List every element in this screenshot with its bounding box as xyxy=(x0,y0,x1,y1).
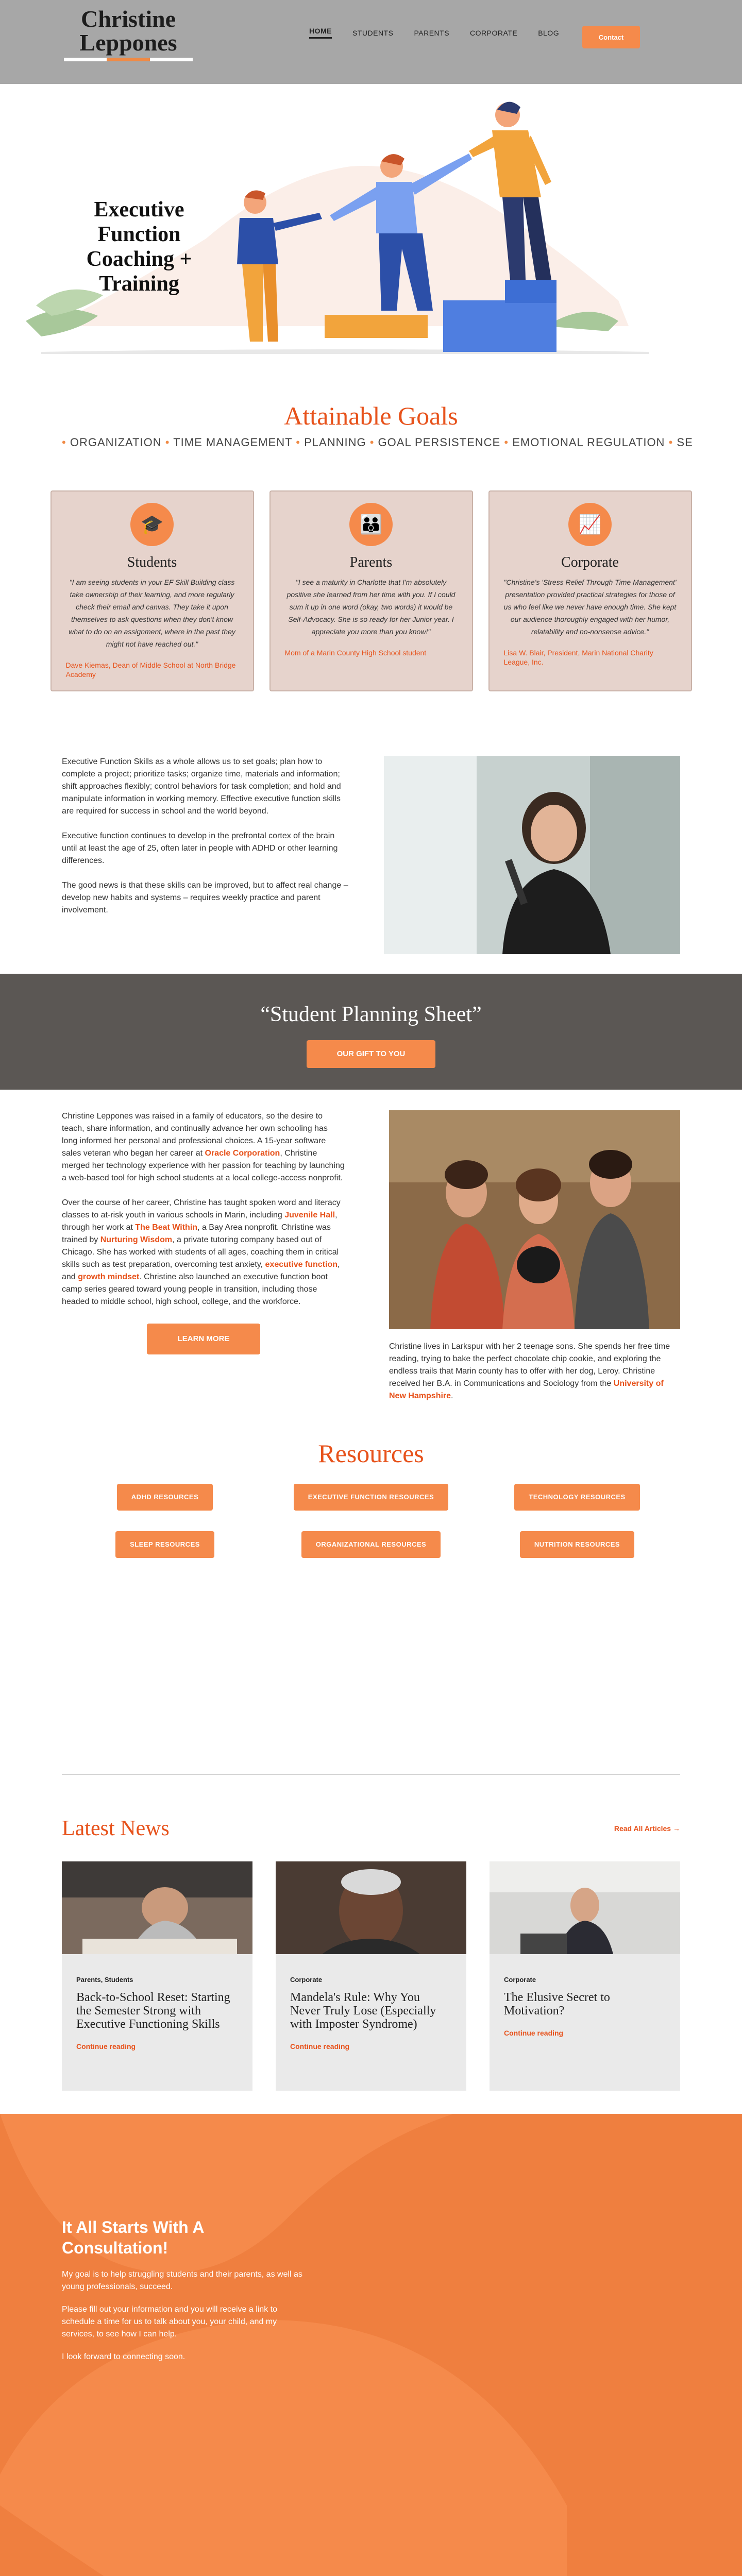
marquee-item: TIME MANAGEMENT xyxy=(173,436,293,449)
about-section xyxy=(0,1090,742,1402)
news-post-title[interactable]: Back-to-School Reset: Starting the Semester Strong with Executive Functioning Skills xyxy=(76,1991,230,2031)
nav-parents[interactable]: PARENTS xyxy=(414,28,450,37)
news-card[interactable] xyxy=(276,1861,466,2091)
about-right-paragraph: Christine lives in Larkspur with her 2 teenage sons. She spends her free time reading, trying to bake the perfect chocolate chip cookie, and exploring the endless trails that Marin county has to offer with her dog, Leroy. Christine received her B.A. in Communications and Sociology from the University of New Hampshire. xyxy=(389,1342,670,1400)
testimonial-card-students xyxy=(50,490,254,691)
ef-info-section xyxy=(0,691,742,954)
hero xyxy=(0,84,742,385)
resources-section xyxy=(0,1438,742,1775)
banner-title: “Student Planning Sheet” xyxy=(260,1003,482,1026)
goals-section xyxy=(0,385,742,691)
testimonial-card-parents xyxy=(269,490,473,691)
hero-title: Executive Function Coaching + Training xyxy=(86,198,192,296)
main-nav xyxy=(309,27,580,39)
juvenile-hall-link[interactable]: Juvenile Hall xyxy=(284,1211,335,1219)
card-title: Students xyxy=(127,554,177,570)
news-card[interactable] xyxy=(490,1861,680,2091)
consultation-title: It All Starts With A Consultation! xyxy=(62,2218,204,2257)
marquee-item: PLANNING xyxy=(304,436,366,449)
read-all-articles-link[interactable]: Read All Articles → xyxy=(614,1824,680,1833)
marquee-item: ORGANIZATION xyxy=(70,436,162,449)
card-quote: "I see a maturity in Charlotte that I'm absolutely positive she learned from her time with you. If I could sum it up in one word (okay, two words) it would be Self-Advocacy. She is so ready for her Junior year. I appreciate you more than you know!" xyxy=(286,578,456,636)
card-title: Corporate xyxy=(561,554,619,570)
unh-link[interactable]: University of New Hampshire xyxy=(389,1379,664,1400)
consultation-paragraph: I look forward to connecting soon. xyxy=(62,2352,185,2361)
skills-marquee: • ORGANIZATION • TIME MANAGEMENT • PLANNING • GOAL PERSISTENCE • EMOTIONAL REGULATION • SE xyxy=(62,436,693,449)
card-quote: "Christine's 'Stress Relief Through Time Management' presentation provided practical strategies for those of us who feel like we never have enough time. She kept our audience thoroughly engaged with her humor, relatability and no-nonsense advice." xyxy=(503,578,677,636)
ef-paragraph: The good news is that these skills can be improved, but to affect real change – develop new habits and systems – requires weekly practice and parent involvement. xyxy=(62,881,348,914)
marquee-item: GOAL PERSISTENCE xyxy=(378,436,501,449)
nutrition-resources-button[interactable]: NUTRITION RESOURCES xyxy=(520,1531,634,1558)
nav-corporate[interactable]: CORPORATE xyxy=(470,28,518,37)
news-image-mandela xyxy=(276,1861,466,1954)
logo-line-2: Leppones xyxy=(79,29,177,56)
card-citation: Lisa W. Blair, President, Marin National Charity League, Inc. xyxy=(503,649,653,666)
news-card[interactable] xyxy=(62,1861,252,2091)
card-title: Parents xyxy=(349,554,393,570)
planning-sheet-banner xyxy=(0,974,742,1090)
nurturing-wisdom-link[interactable]: Nurturing Wisdom xyxy=(100,1235,173,1244)
news-image-student xyxy=(62,1861,252,1954)
consultation-paragraph: My goal is to help struggling students and their parents, as well as young professionals, succeed. xyxy=(62,2270,302,2291)
logo-underline xyxy=(64,58,193,61)
about-right xyxy=(389,1110,680,1402)
family-photo xyxy=(389,1110,680,1329)
card-quote: "I am seeing students in your EF Skill Building class take ownership of their learning, and more regularly check their email and canvas. They take it upon themselves to ask questions when they don't know what to do on an assignment, where in the past they might not have reached out." xyxy=(69,578,235,648)
news-category: Corporate xyxy=(504,1976,536,1984)
continue-reading-link[interactable]: Continue reading xyxy=(504,2029,564,2037)
about-paragraph-2: Over the course of her career, Christine has taught spoken word and literacy classes to at-risk youth in various schools in Marin, including Juvenile Hall, through her work at The Beat Within, a Bay Area nonprofit. Christine was trained by Nurturing Wisdom, a private tutoring company based out of Chicago. She has worked with students of all ages, coaching them in critical skills such as test preparation, overcoming test anxiety, executive function, and growth mindset. Christine also launched an executive function boot camp series geared toward young people in transition, including those headed to middle school, high school, college, and the workforce. xyxy=(62,1198,341,1306)
executive-function-link[interactable]: executive function xyxy=(265,1260,338,1269)
testimonial-card-corporate xyxy=(488,490,692,691)
site-header xyxy=(0,0,742,84)
ef-paragraph: Executive Function Skills as a whole allows us to set goals; plan how to complete a project; prioritize tasks; organize time, materials and information; shift approaches flexibly; control behaviors for task completion; and hold and manipulate information in working memory. Effective executive function skills are required for success in school and the world beyond. xyxy=(62,757,341,816)
site-logo[interactable] xyxy=(64,7,193,61)
news-post-title[interactable]: Mandela's Rule: Why You Never Truly Lose (Especially with Imposter Syndrome) xyxy=(290,1991,436,2031)
logo-line-1: Christine xyxy=(81,6,176,32)
chart-growth-icon: 📈 xyxy=(568,503,612,546)
about-paragraph-1: Christine Leppones was raised in a family of educators, so the desire to teach, share information, and continually advance her own schooling has long informed her personal and professional choices. A 15-year software sales veteran who began her career at Oracle Corporation, Christine merged her technology experience with her passion for teaching by launching a web-based tool for high school students at a local college-access nonprofit. xyxy=(62,1112,345,1182)
goals-title: Attainable Goals xyxy=(284,401,458,430)
news-category: Corporate xyxy=(290,1976,323,1984)
marquee-item: EMOTIONAL REGULATION xyxy=(512,436,665,449)
news-header xyxy=(62,1816,680,1841)
resources-title: Resources xyxy=(318,1439,424,1468)
news-image-office xyxy=(490,1861,680,1954)
arrow-right-icon: → xyxy=(673,1824,680,1833)
ef-resources-button[interactable]: EXECUTIVE FUNCTION RESOURCES xyxy=(294,1484,448,1511)
testimonial-cards xyxy=(0,490,742,691)
resources-grid xyxy=(62,1484,680,1558)
growth-mindset-link[interactable]: growth mindset xyxy=(78,1273,140,1281)
oracle-link[interactable]: Oracle Corporation xyxy=(205,1149,280,1158)
nav-home[interactable]: HOME xyxy=(309,27,332,39)
contact-button[interactable]: Contact xyxy=(582,26,640,48)
card-citation: Dave Kiemas, Dean of Middle School at North Bridge Academy xyxy=(65,661,236,679)
card-citation: Mom of a Marin County High School student xyxy=(284,649,427,657)
consultation-text xyxy=(62,2217,309,2363)
technology-resources-button[interactable]: TECHNOLOGY RESOURCES xyxy=(514,1484,639,1511)
gift-button[interactable]: OUR GIFT TO YOU xyxy=(307,1040,435,1068)
nav-blog[interactable]: BLOG xyxy=(538,28,560,37)
sleep-resources-button[interactable]: SLEEP RESOURCES xyxy=(115,1531,214,1558)
family-icon: 👪 xyxy=(349,503,393,546)
organizational-resources-button[interactable]: ORGANIZATIONAL RESOURCES xyxy=(301,1531,441,1558)
continue-reading-link[interactable]: Continue reading xyxy=(290,2042,350,2050)
consultation-section xyxy=(0,2114,742,2576)
continue-reading-link[interactable]: Continue reading xyxy=(76,2042,136,2050)
ef-paragraph: Executive function continues to develop in the prefrontal cortex of the brain until at least the age of 25, often later in people with ADHD or other learning differences. xyxy=(62,832,338,865)
nav-students[interactable]: STUDENTS xyxy=(352,28,394,37)
news-grid xyxy=(62,1861,680,2091)
news-post-title[interactable]: The Elusive Secret to Motivation? xyxy=(504,1991,610,2018)
learn-more-button[interactable]: LEARN MORE xyxy=(147,1324,260,1354)
about-text xyxy=(62,1110,345,1402)
consultation-paragraph: Please fill out your information and you will receive a link to schedule a time for us to talk about you, your child, and my services, to see how I can help. xyxy=(62,2305,277,2338)
speaker-photo xyxy=(384,756,680,954)
news-title: Latest News xyxy=(62,1817,170,1840)
graduation-cap-icon: 🎓 xyxy=(130,503,174,546)
beat-within-link[interactable]: The Beat Within xyxy=(135,1223,198,1232)
ef-text xyxy=(62,756,350,954)
news-category: Parents, Students xyxy=(76,1976,133,1984)
news-section xyxy=(0,1775,742,2091)
adhd-resources-button[interactable]: ADHD RESOURCES xyxy=(117,1484,213,1511)
marquee-item: SE xyxy=(677,436,693,449)
